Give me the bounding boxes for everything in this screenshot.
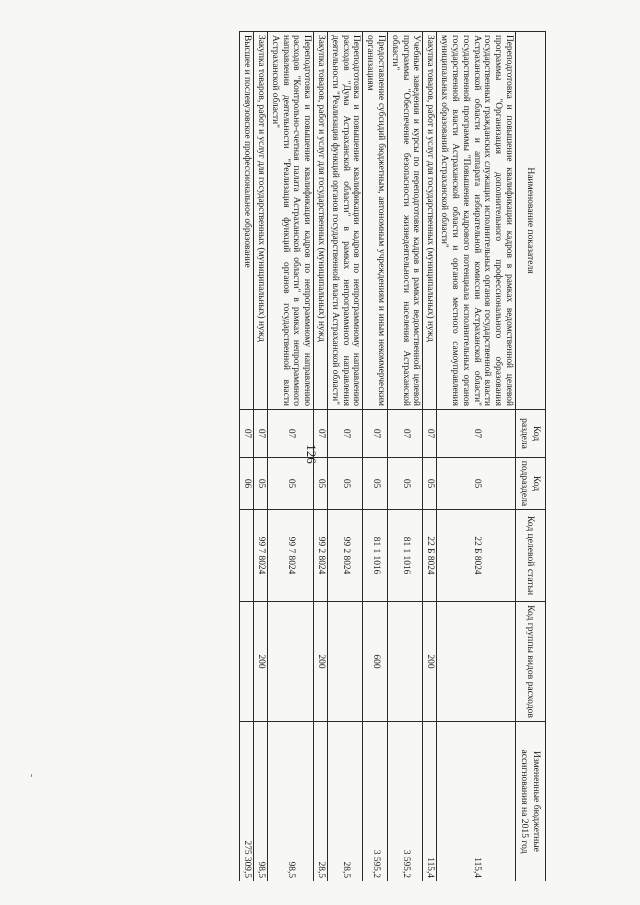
- row-podrazdel: 05: [314, 458, 328, 510]
- table-row: [267, 32, 313, 882]
- row-expense-group: [240, 602, 254, 722]
- row-amount: 98,5: [254, 722, 268, 882]
- table-row: [240, 32, 254, 882]
- header-podrazdel: Код подраздела: [516, 458, 546, 510]
- row-amount: 98,5: [267, 722, 313, 882]
- row-razdel: 07: [437, 410, 516, 458]
- row-podrazdel: 05: [363, 458, 388, 510]
- table-row: [314, 32, 328, 882]
- row-podrazdel: 05: [437, 458, 516, 510]
- rotated-table-frame: [141, 31, 546, 881]
- row-razdel: 07: [363, 410, 388, 458]
- row-amount: 115,4: [437, 722, 516, 882]
- row-razdel: 07: [240, 410, 254, 458]
- row-razdel: 07: [328, 410, 363, 458]
- row-expense-group: [388, 602, 423, 722]
- row-podrazdel: 05: [423, 458, 437, 510]
- row-podrazdel: 05: [388, 458, 423, 510]
- row-amount: 115,4: [423, 722, 437, 882]
- header-amount: Измененные бюджетные ассигнования на 2015 год: [516, 722, 546, 882]
- row-name: Закупка товаров, работ и услуг для государственных (муниципальных) нужд: [254, 32, 268, 410]
- row-name: Высшее и послевузовское профессиональное образование: [240, 32, 254, 410]
- row-amount: 3 595,2: [388, 722, 423, 882]
- row-amount: 28,5: [328, 722, 363, 882]
- header-target-article: Код целевой статьи: [516, 510, 546, 602]
- table-row: [388, 32, 423, 882]
- table-row: [437, 32, 516, 882]
- row-name: Переподготовка и повышение квалификации кадров по непрограммному направлению расходов "Контрольно-счетная палата Астраханской области" в рамках непрограммного направления деятельности "Реализация функций органов государственной власти Астраханской области": [267, 32, 313, 410]
- table-row: [328, 32, 363, 882]
- table-row: [363, 32, 388, 882]
- header-razdel: Код раздела: [516, 410, 546, 458]
- row-target-article: 99 7 8024: [254, 510, 268, 602]
- row-razdel: 07: [314, 410, 328, 458]
- table-row: [254, 32, 268, 882]
- row-amount: 28,5: [314, 722, 328, 882]
- row-target-article: 22 Б 8024: [437, 510, 516, 602]
- row-amount: 275 309,5: [240, 722, 254, 882]
- row-expense-group: [267, 602, 313, 722]
- row-razdel: 07: [267, 410, 313, 458]
- row-target-article: 22 Б 8024: [423, 510, 437, 602]
- row-razdel: 07: [388, 410, 423, 458]
- table-row: [423, 32, 437, 882]
- row-razdel: 07: [254, 410, 268, 458]
- row-target-article: 99 7 8024: [267, 510, 313, 602]
- row-podrazdel: 05: [328, 458, 363, 510]
- row-podrazdel: 05: [254, 458, 268, 510]
- row-target-article: 99 2 8024: [328, 510, 363, 602]
- row-target-article: [240, 510, 254, 602]
- row-name: Закупка товаров, работ и услуг для государственных (муниципальных) нужд: [423, 32, 437, 410]
- row-expense-group: 200: [254, 602, 268, 722]
- budget-table: [239, 31, 546, 881]
- row-expense-group: [328, 602, 363, 722]
- row-name: Переподготовка и повышение квалификации кадров по непрограммному направлению расходов "Дума Астраханской области" в рамках непрограммного направления деятельности "Реализация функций органов государственной власти Астраханской области": [328, 32, 363, 410]
- row-target-article: 99 2 8024: [314, 510, 328, 602]
- row-expense-group: 200: [423, 602, 437, 722]
- row-amount: 3 595,2: [363, 722, 388, 882]
- table-header-row: [516, 32, 546, 882]
- row-name: Предоставление субсидий бюджетным, автономным учреждениям и иным некоммерческим организациям: [363, 32, 388, 410]
- row-target-article: 81 1 1016: [363, 510, 388, 602]
- row-razdel: 07: [423, 410, 437, 458]
- page-number: 126: [304, 444, 319, 464]
- row-name: Закупка товаров, работ и услуг для государственных (муниципальных) нужд: [314, 32, 328, 410]
- row-target-article: 81 1 1016: [388, 510, 423, 602]
- header-name: Наименование показателя: [516, 32, 546, 410]
- row-expense-group: 600: [363, 602, 388, 722]
- row-name: Переподготовка и повышение квалификации кадров в рамках ведомственной целевой программы "Организация дополнительного профессионального образования государственных гражданских служащих исполнительных органов государственной власти Астраханской области и аппарата избирательной комиссии Астраханской области" государственной программы "Повышение кадрового потенциала исполнительных органов государственной власти Астраханской области и органов местного самоуправления муниципальных образований Астраханской области": [437, 32, 516, 410]
- row-podrazdel: 05: [267, 458, 313, 510]
- scan-edge-mark: -: [26, 773, 38, 778]
- row-expense-group: 200: [314, 602, 328, 722]
- header-expense-group: Код группы видов расходов: [516, 602, 546, 722]
- row-podrazdel: 06: [240, 458, 254, 510]
- row-expense-group: [437, 602, 516, 722]
- rotated-table-box: [141, 31, 546, 881]
- row-name: Учебные заведения и курсы по переподготовке кадров в рамках ведомственной целевой программы "Обеспечение безопасности жизнедеятельности населения Астраханской области": [388, 32, 423, 410]
